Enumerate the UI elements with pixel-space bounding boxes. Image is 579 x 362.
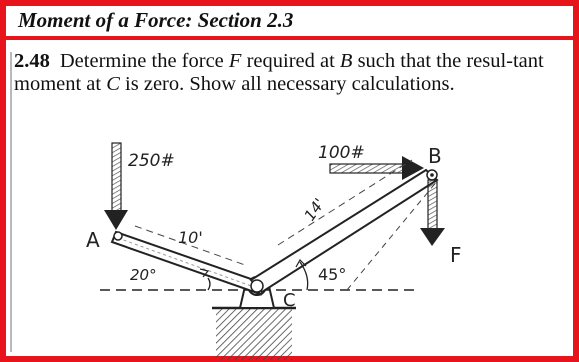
problem-text-1: Determine the force: [59, 50, 229, 72]
problem-text-3: such that the resul-tant moment at: [14, 50, 544, 95]
point-c-ref: C: [106, 73, 120, 95]
force-f-arrow: [420, 180, 445, 246]
problem-text-2: required at: [241, 50, 340, 72]
point-b-ref: B: [339, 50, 353, 72]
load-left-label: 250#: [128, 151, 175, 171]
force-symbol: F: [228, 50, 242, 72]
hinge-c: [251, 280, 263, 292]
force-f-label: F: [450, 243, 462, 267]
point-c-label: C: [283, 290, 296, 311]
ground-hatch: [216, 308, 292, 360]
angle-left-label: 20°: [130, 266, 157, 284]
length-left-label: 10': [178, 228, 203, 247]
load-left-arrow: [104, 143, 128, 230]
problem-number: 2.48: [14, 50, 50, 72]
angle-right-label: 45°: [318, 265, 347, 284]
length-right-label: 14': [300, 194, 329, 225]
point-a-label: A: [86, 228, 100, 252]
point-b-label: B: [428, 144, 442, 168]
section-title: Moment of a Force: Section 2.3: [18, 8, 294, 32]
angle-arc-left: [208, 278, 210, 290]
load-top-label: 100#: [318, 143, 365, 163]
problem-text-4: is zero. Show all necessary calculations.: [119, 73, 455, 95]
